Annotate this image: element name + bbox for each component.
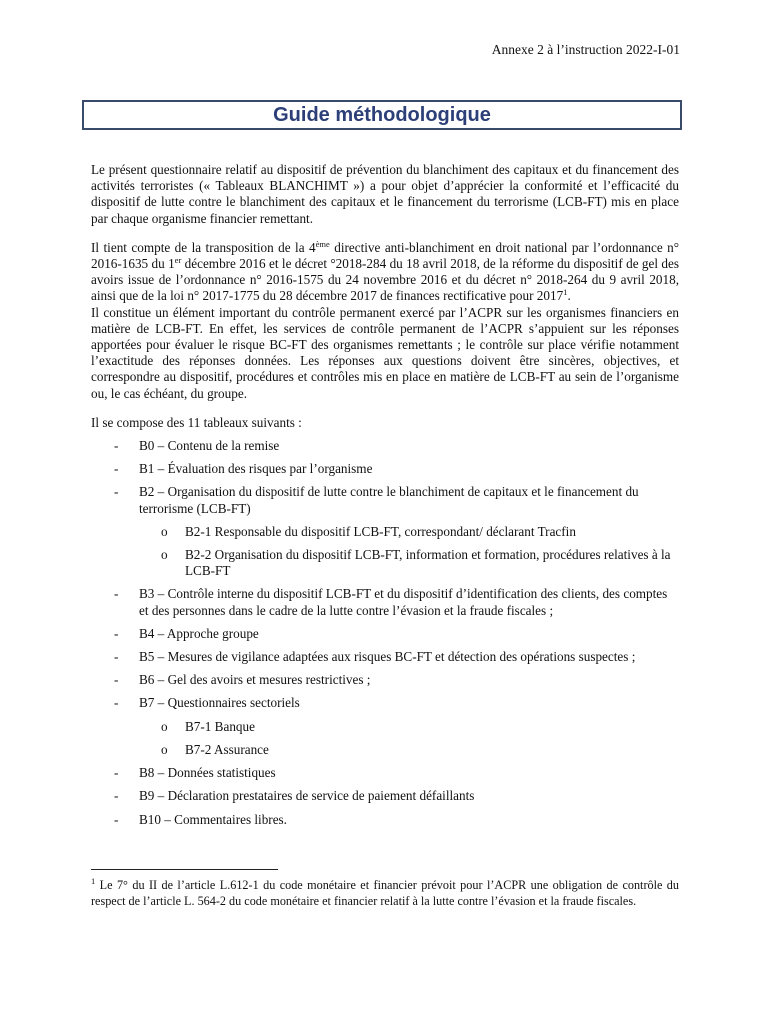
- sublist-item-text: B2-2 Organisation du dispositif LCB-FT, information et formation, procédures relatives à la LCB-FT: [185, 547, 671, 579]
- list-item-text: B10 – Commentaires libres.: [139, 811, 287, 827]
- list-item: [91, 765, 679, 781]
- dash-marker: -: [114, 788, 119, 804]
- list-item: [91, 626, 679, 642]
- transposition-text-a: Il tient compte de la transposition de la 4: [91, 239, 316, 255]
- list-item-text: B3 – Contrôle interne du dispositif LCB-FT et du dispositif d’identification des clients, des comptes et des personnes dans le cadre de la lutte contre l’évasion et la fraude fiscales ;: [139, 586, 668, 618]
- footnote-divider: [91, 869, 278, 870]
- footnote: [91, 877, 679, 909]
- dash-marker: -: [114, 484, 119, 500]
- sublist-item-text: B7-1 Banque: [185, 718, 255, 734]
- list-item-text: B5 – Mesures de vigilance adaptées aux risques BC-FT et détection des opérations suspectes ;: [139, 649, 636, 665]
- dash-marker: -: [114, 461, 119, 477]
- annex-header: Annexe 2 à l’instruction 2022-I-01: [491, 42, 680, 57]
- footnote-text: Le 7° du II de l’article L.612-1 du code monétaire et financier prévoit pour l’ACPR une obligation de contrôle du respect de l’article L. 564-2 du code monétaire et financier relatif à la lutte contre l’évasion et la fraude fiscales.: [91, 878, 679, 908]
- list-item: [91, 672, 679, 688]
- list-item-text: B9 – Déclaration prestataires de service de paiement défaillants: [139, 788, 475, 804]
- list-item: [91, 461, 679, 477]
- dash-marker: -: [114, 672, 119, 688]
- dash-marker: -: [114, 586, 119, 602]
- dash-marker: -: [114, 765, 119, 781]
- list-intro: Il se compose des 11 tableaux suivants :: [91, 414, 302, 430]
- sublist-item-text: B7-2 Assurance: [185, 741, 269, 757]
- circle-marker: o: [161, 547, 168, 563]
- superscript-er: er: [174, 255, 182, 266]
- sublist-b7: [139, 719, 679, 758]
- list-item: [91, 788, 679, 804]
- intro-paragraph: Le présent questionnaire relatif au dispositif de prévention du blanchiment des capitaux et du financement des activités terroristes (« Tableaux BLANCHIMT ») a pour objet d’apprécier la conformité et l’efficacité du dispositif de lutte contre le blanchiment des capitaux et le financement du terrorisme (LCB-FT) mis en place par chaque organisme financier remettant.: [91, 162, 679, 226]
- list-item: [91, 586, 679, 618]
- list-item-text: B2 – Organisation du dispositif de lutte contre le blanchiment de capitaux et le financement du terrorisme (LCB-FT): [139, 484, 639, 516]
- title-box: [82, 100, 682, 130]
- sublist-item: [91, 719, 679, 735]
- list-item-text: B8 – Données statistiques: [139, 765, 276, 781]
- dash-marker: -: [114, 695, 119, 711]
- list-item: [91, 438, 679, 454]
- sublist-item: [91, 742, 679, 758]
- list-item-text: B6 – Gel des avoirs et mesures restrictives ;: [139, 672, 371, 688]
- sublist-b2: [139, 524, 679, 580]
- sublist-item: [91, 547, 679, 579]
- circle-marker: o: [161, 718, 168, 734]
- tables-list: [91, 438, 679, 828]
- document-body: [91, 162, 679, 828]
- list-item: [91, 484, 679, 579]
- dash-marker: -: [114, 625, 119, 641]
- list-item: [91, 812, 679, 828]
- circle-marker: o: [161, 741, 168, 757]
- dash-marker: -: [114, 438, 119, 454]
- control-paragraph: Il constitue un élément important du contrôle permanent exercé par l’ACPR sur les organismes financiers en matière de LCB-FT. En effet, les services de contrôle permanent de l’ACPR s’appuient sur les réponses apportées pour évaluer le risque BC-FT des organismes remettants ; le contrôle sur place vérifie notamment l’exactitude des réponses données. Les réponses aux questions doivent être sincères, objectives, et correspondre au dispositif, procédures et contrôles mis en place en matière de LCB-FT au sein de l’organisme ou, le cas échéant, du groupe.: [91, 304, 679, 401]
- list-item: [91, 649, 679, 665]
- transposition-paragraph: [91, 240, 679, 305]
- list-item-text: B7 – Questionnaires sectoriels: [139, 695, 300, 711]
- list-item-text: B0 – Contenu de la remise: [139, 438, 280, 454]
- list-item-text: B1 – Évaluation des risques par l’organisme: [139, 461, 373, 477]
- dash-marker: -: [114, 649, 119, 665]
- list-item-text: B4 – Approche groupe: [139, 625, 259, 641]
- sublist-item: [91, 524, 679, 540]
- footnote-reference[interactable]: 1: [563, 287, 568, 298]
- dash-marker: -: [114, 811, 119, 827]
- transposition-text-b: directive anti-blanchiment en droit national par l’ordonnance n° 2016-1635 du 1: [91, 239, 680, 272]
- list-item: [91, 695, 679, 758]
- footnote-number: 1: [91, 876, 96, 886]
- circle-marker: o: [161, 523, 168, 539]
- sublist-item-text: B2-1 Responsable du dispositif LCB-FT, correspondant/ déclarant Tracfin: [185, 523, 576, 539]
- superscript-eme: ème: [315, 238, 330, 249]
- transposition-text-c: décembre 2016 et le décret °2018-284 du 18 avril 2018, de la réforme du dispositif de gel des avoirs issue de l’ordonnance n° 2016-1575 du 24 novembre 2016 et du décret n° 2018-264 du 9 avril 2018, ainsi que de la loi n° 2017-1775 du 28 décembre 2017 de finances rectificative pour 2017: [91, 256, 679, 304]
- transposition-text-d: .: [567, 288, 571, 304]
- page-title: Guide méthodologique: [273, 103, 491, 126]
